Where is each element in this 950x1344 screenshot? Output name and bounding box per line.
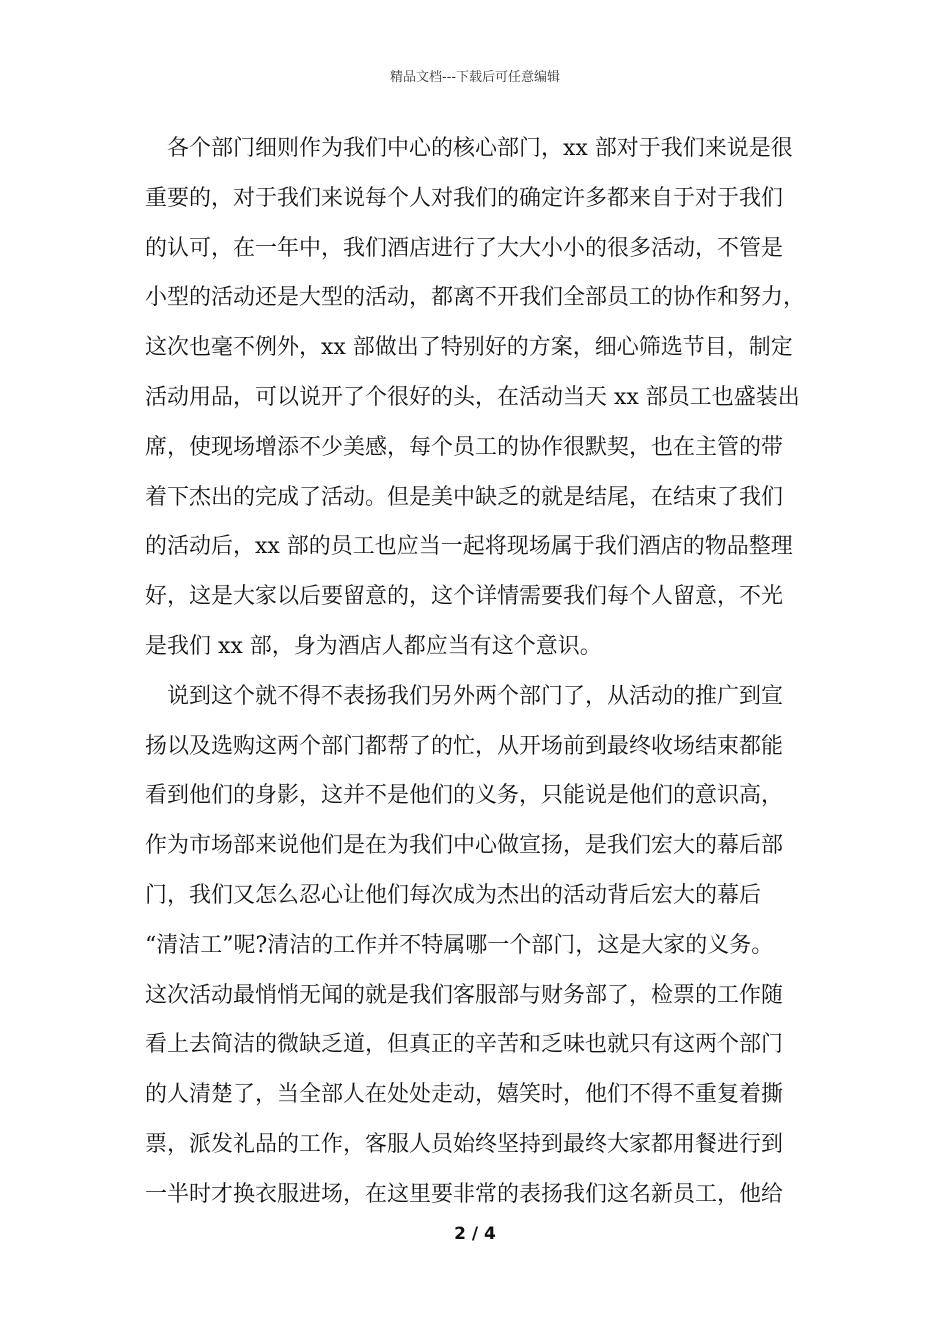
- page-header: 精品文档---下载后可任意编辑: [389, 70, 561, 85]
- text-line: 看到他们的身影，这并不是他们的义务，只能说是他们的意识高，: [145, 783, 784, 809]
- text-line: 活动用品，可以说开了个很好的头，在活动当天 xx 部员工也盛装出: [145, 384, 800, 410]
- text-line: 看上去简洁的微缺乏道，但真正的辛苦和乏味也就只有这两个部门: [145, 1032, 784, 1058]
- text-line: 好，这是大家以后要留意的，这个详情需要我们每个人留意，不光: [145, 584, 784, 610]
- text-line: 作为市场部来说他们是在为我们中心做宣扬，是我们宏大的幕后部: [145, 833, 784, 859]
- text-line: 小型的活动还是大型的活动，都离不开我们全部员工的协作和努力，: [145, 285, 806, 311]
- document-body: [145, 124, 813, 1220]
- text-line: 是我们 xx 部，身为酒店人都应当有这个意识。: [145, 633, 602, 659]
- text-line: 重要的，对于我们来说每个人对我们的确定许多都来自于对于我们: [145, 185, 784, 211]
- text-line: 的活动后，xx 部的员工也应当一起将现场属于我们酒店的物品整理: [145, 534, 793, 560]
- paragraph-2: [145, 672, 813, 1220]
- text-line: 席，使现场增添不少美感，每个员工的协作很默契，也在主管的带: [145, 434, 784, 460]
- text-line: “清洁工”呢?清洁的工作并不特属哪一个部门，这是大家的义务。: [145, 932, 774, 958]
- text-line: 这次活动最悄悄无闻的就是我们客服部与财务部了，检票的工作随: [145, 982, 784, 1008]
- text-line: 的认可，在一年中，我们酒店进行了大大小小的很多活动，不管是: [145, 235, 784, 261]
- text-line: 这次也毫不例外，xx 部做出了特别好的方案，细心筛选节目，制定: [145, 335, 793, 361]
- text-line: 一半时才换衣服进场，在这里要非常的表扬我们这名新员工，他给: [145, 1181, 784, 1207]
- text-line: 的人清楚了，当全部人在处处走动，嬉笑时，他们不得不重复着撕: [145, 1082, 784, 1108]
- text-line: 门，我们又怎么忍心让他们每次成为杰出的活动背后宏大的幕后: [145, 882, 762, 908]
- text-line: 说到这个就不得不表扬我们另外两个部门了，从活动的推广到宣: [167, 683, 784, 709]
- text-line: 着下杰出的完成了活动。但是美中缺乏的就是结尾，在结束了我们: [145, 484, 784, 510]
- paragraph-1: [145, 124, 813, 672]
- text-line: 票，派发礼品的工作，客服人员始终坚持到最终大家都用餐进行到: [145, 1131, 784, 1157]
- text-line: 各个部门细则作为我们中心的核心部门，xx 部对于我们来说是很: [167, 136, 793, 161]
- text-line: 扬以及选购这两个部门都帮了的忙，从开场前到最终收场结束都能: [145, 733, 784, 759]
- page-number: 2 / 4: [454, 1224, 496, 1244]
